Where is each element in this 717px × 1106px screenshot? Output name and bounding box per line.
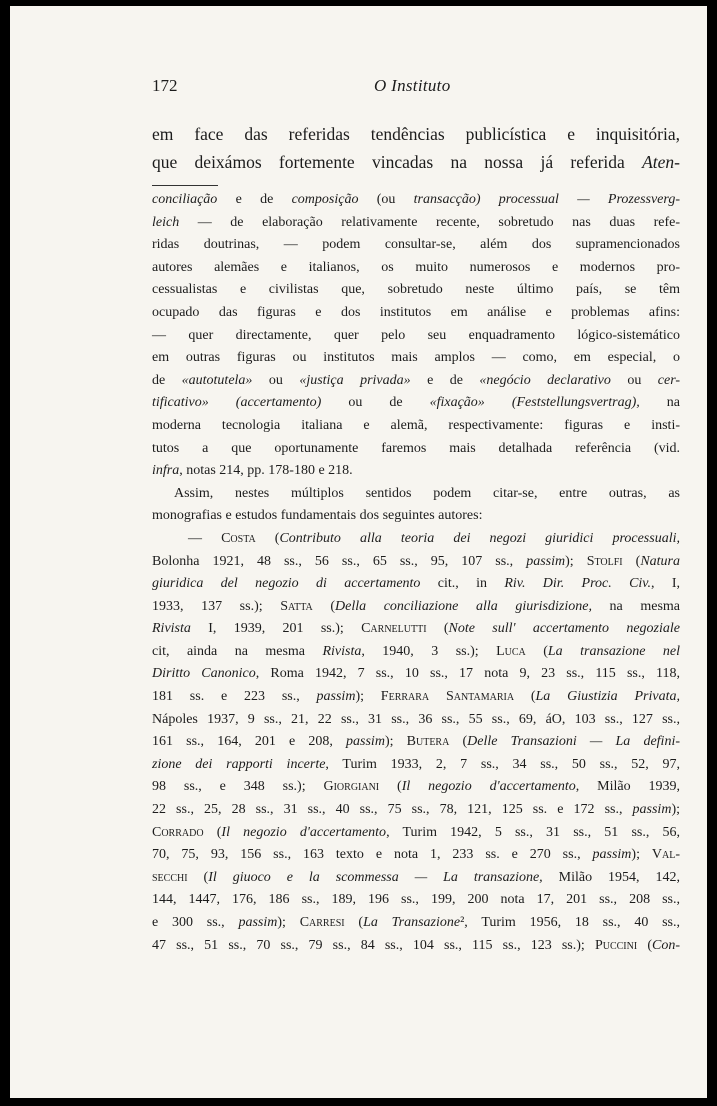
footnote-line: tificativo» (accertamento) ou de «fixação» (Feststellungsvertrag), na xyxy=(152,395,680,411)
footnote-line: 144, 1447, 176, 186 ss., 189, 196 ss., 199, 200 nota 17, 201 ss., 208 ss., xyxy=(152,892,680,908)
footnote-line: giuridica del negozio di accertamento cit., in Riv. Dir. Proc. Civ., I, xyxy=(152,576,680,592)
footnote-block xyxy=(152,189,680,957)
footnote-line: cessualistas e civilistas que, sobretudo neste último país, se têm xyxy=(152,282,680,298)
footnote-line: ridas doutrinas, — podem consultar-se, além dos supramencionados xyxy=(152,237,680,253)
footnote-line: conciliação e de composição (ou transacção) processual — Prozessverg- xyxy=(152,192,680,207)
document-page xyxy=(10,6,707,1098)
footnote-line: de «autotutela» ou «justiça privada» e de «negócio declarativo ou cer- xyxy=(152,372,681,388)
footnote-line: zione dei rapporti incerte, Turim 1933, 2, 7 ss., 34 ss., 50 ss., 52, 97, xyxy=(152,756,680,772)
footnote-line: 70, 75, 93, 156 ss., 163 texto e nota 1, 233 ss. e 270 ss., passim); Val- xyxy=(152,847,680,863)
footnote-line: ocupado das figuras e dos institutos em análise e problemas afins: xyxy=(152,304,680,320)
page-number: 172 xyxy=(152,76,178,95)
body-text xyxy=(152,120,680,176)
footnote-line: 22 ss., 25, 28 ss., 31 ss., 40 ss., 75 ss., 78, 121, 125 ss. e 172 ss., passim); xyxy=(152,802,680,818)
footnote-line: e 300 ss., passim); Carresi (La Transazione², Turim 1956, 18 ss., 40 ss., xyxy=(152,915,680,930)
footnote-line: monografias e estudos fundamentais dos seguintes autores: xyxy=(152,508,483,524)
footnote-line: Nápoles 1937, 9 ss., 21, 22 ss., 31 ss., 36 ss., 55 ss., 69, áO, 103 ss., 127 ss., xyxy=(152,711,680,727)
running-title: O Instituto xyxy=(374,76,451,95)
footnote-line: moderna tecnologia italiana e alemã, respectivamente: figuras e insti- xyxy=(152,417,680,433)
footnote-line: Assim, nestes múltiplos sentidos podem citar-se, entre outras, as xyxy=(174,485,680,501)
footnote-line: cit, ainda na mesma Rivista, 1940, 3 ss.); Luca (La transazione nel xyxy=(152,643,680,659)
footnote-line: Corrado (Il negozio d'accertamento, Turim 1942, 5 ss., 31 ss., 51 ss., 56, xyxy=(152,824,681,840)
footnote-line: Bolonha 1921, 48 ss., 56 ss., 65 ss., 95, 107 ss., passim); Stolfi (Natura xyxy=(152,553,680,569)
body-line: que deixámos fortemente vincadas na nossa já referida Aten- xyxy=(152,152,680,172)
footnote-line: — Costa (Contributo alla teoria dei negozi giuridici processuali, xyxy=(188,530,680,546)
footnote-line: 181 ss. e 223 ss., passim); Ferrara Santamaria (La Giustizia Privata, xyxy=(152,689,680,705)
footnote-line: tutos a que oportunamente faremos mais detalhada referência (vid. xyxy=(152,440,680,456)
footnote-line: 1933, 137 ss.); Satta (Della conciliazione alla giurisdizione, na mesma xyxy=(152,598,680,614)
footnote-separator xyxy=(152,185,218,186)
footnote-line: infra, notas 214, pp. 178-180 e 218. xyxy=(152,463,353,479)
footnote-line: leich — de elaboração relativamente recente, sobretudo nas duas refe- xyxy=(152,214,680,230)
footnote-line: — quer directamente, quer pelo seu enquadramento lógico-sistemático xyxy=(152,327,680,343)
footnote-line: 98 ss., e 348 ss.); Giorgiani (Il negozio d'accertamento, Milão 1939, xyxy=(152,779,680,795)
footnote-line: em outras figuras ou institutos mais amplos — como, em especial, o xyxy=(152,350,680,366)
footnote-line: 47 ss., 51 ss., 70 ss., 79 ss., 84 ss., 104 ss., 115 ss., 123 ss.); Puccini (Con- xyxy=(152,937,680,953)
footnote-line: 161 ss., 164, 201 e 208, passim); Butera (Delle Transazioni — La defini- xyxy=(152,734,680,750)
running-header xyxy=(152,76,582,102)
footnote-line: Rivista I, 1939, 201 ss.); Carnelutti (Note sull' accertamento negoziale xyxy=(152,621,680,637)
footnote-line: Diritto Canonico, Roma 1942, 7 ss., 10 ss., 17 nota 9, 23 ss., 115 ss., 118, xyxy=(152,666,680,682)
footnote-line: autores alemães e italianos, os muito numerosos e modernos pro- xyxy=(152,259,680,275)
footnote-line: secchi (Il giuoco e la scommessa — La transazione, Milão 1954, 142, xyxy=(152,869,680,885)
body-line: em face das referidas tendências publicística e inquisitória, xyxy=(152,124,680,144)
